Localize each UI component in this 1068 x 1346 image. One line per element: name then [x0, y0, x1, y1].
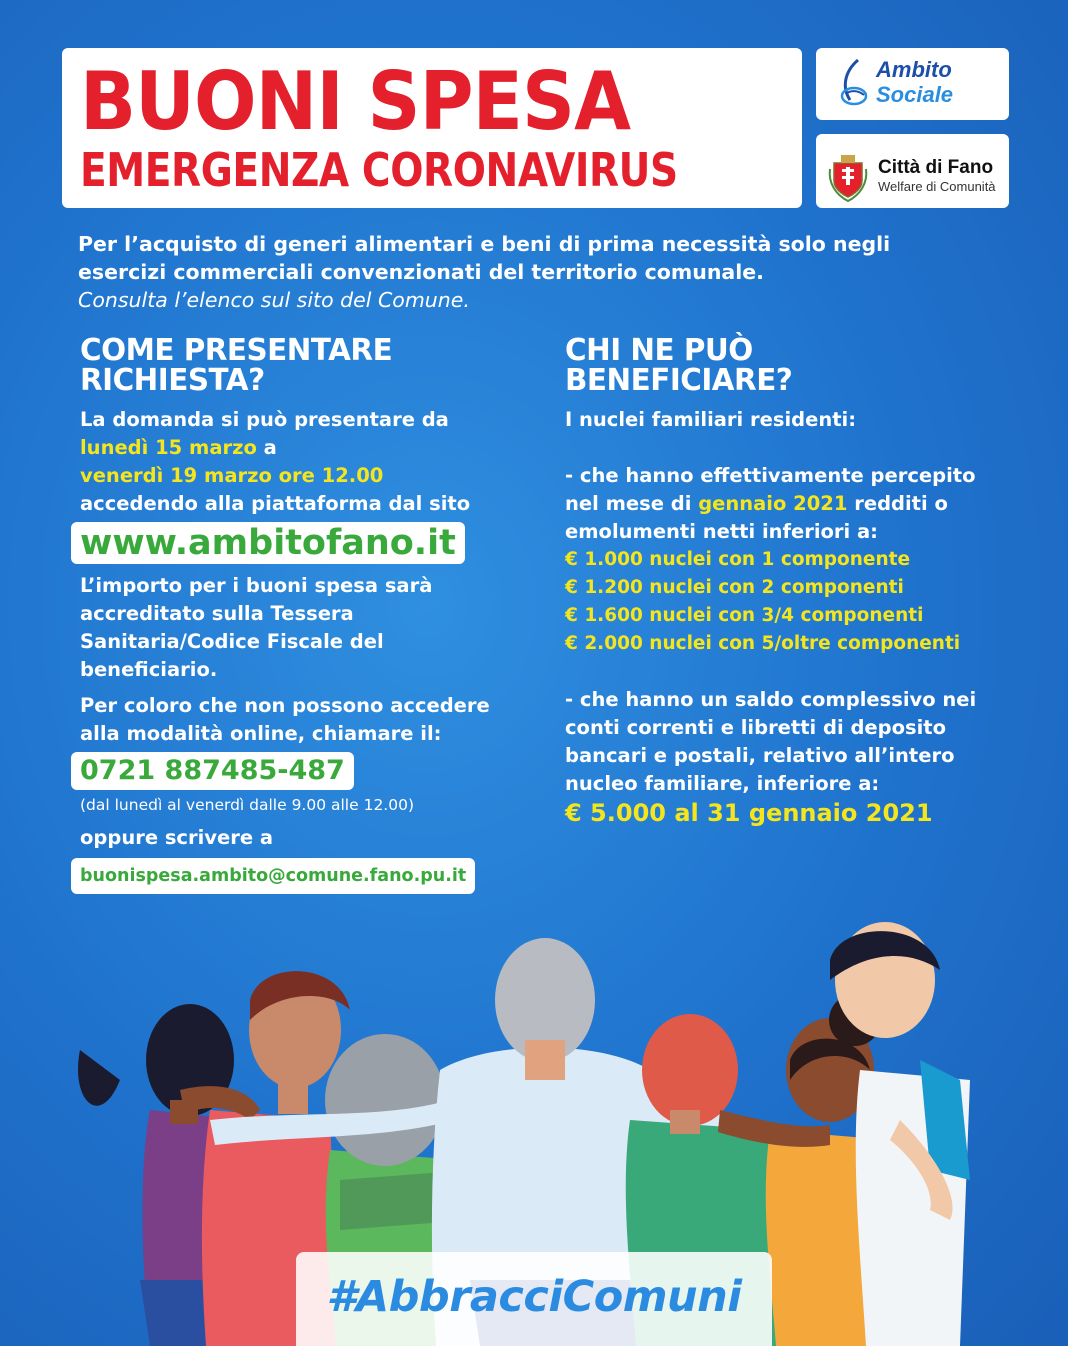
how-to-apply-section: [80, 333, 540, 894]
heading-line: COME PRESENTARE: [80, 333, 393, 368]
criterion-line: - che hanno un saldo complessivo nei: [565, 688, 977, 711]
hands-icon: [838, 58, 874, 110]
criterion-line: conti correnti e libretti di deposito: [565, 716, 947, 739]
intro-text: [78, 230, 978, 314]
phone-number[interactable]: 0721 887485-487: [71, 752, 354, 790]
criterion-line: - che hanno effettivamente percepito: [565, 464, 976, 487]
email-intro: oppure scrivere a: [80, 826, 274, 849]
citta-di-fano-logo: [816, 134, 1009, 208]
amount-info: [80, 572, 540, 684]
reference-month: gennaio 2021: [698, 492, 848, 515]
heading-line: BENEFICIARE?: [565, 363, 793, 398]
page-subtitle: EMERGENZA CORONAVIRUS: [80, 143, 678, 197]
threshold-item: € 1.000 nuclei con 1 componente: [565, 549, 911, 570]
date-range-start: [80, 434, 540, 462]
office-hours: (dal lunedì al venerdì dalle 9.00 alle 12.00): [80, 796, 414, 814]
intro-line: esercizi commerciali convenzionati del territorio comunale.: [78, 260, 764, 284]
fano-subtitle: Welfare di Comunità: [878, 179, 996, 194]
intro-note: Consulta l’elenco sul sito del Comune.: [78, 288, 470, 312]
coat-of-arms-icon: [826, 149, 870, 203]
threshold-item: € 2.000 nuclei con 5/oltre componenti: [565, 633, 961, 654]
ambito-sociale-logo: [816, 48, 1009, 120]
sociale-label: Sociale: [876, 82, 954, 107]
savings-criterion: [565, 686, 1035, 798]
offline-info: [80, 692, 540, 748]
intro-line: Per l’acquisto di generi alimentari e beni di prima necessità solo negli: [78, 232, 891, 256]
threshold-item: € 1.200 nuclei con 2 componenti: [565, 577, 904, 598]
threshold-item: € 1.600 nuclei con 3/4 componenti: [565, 605, 924, 626]
section-heading: [80, 333, 531, 398]
criterion-text: nel mese di: [565, 492, 692, 515]
start-date: lunedì 15 marzo: [80, 436, 257, 459]
amount-line: L’importo per i buoni spesa sarà: [80, 574, 433, 597]
apply-text: La domanda si può presentare da: [80, 408, 449, 431]
eligibility-intro: I nuclei familiari residenti:: [565, 408, 857, 431]
end-date: venerdì 19 marzo ore 12.00: [80, 464, 384, 487]
amount-line: accreditato sulla Tessera: [80, 602, 354, 625]
amount-line: Sanitaria/Codice Fiscale del: [80, 630, 384, 653]
eligibility-section: [565, 333, 1035, 828]
savings-threshold: € 5.000 al 31 gennaio 2021: [565, 799, 933, 827]
ambito-label: Ambito: [876, 57, 952, 82]
heading-line: CHI NE PUÒ: [565, 333, 753, 368]
criterion-line: bancari e postali, relativo all’intero: [565, 744, 955, 767]
page-title: BUONI SPESA: [80, 55, 631, 148]
title-box: [62, 48, 802, 208]
email-link[interactable]: buonispesa.ambito@comune.fano.pu.it: [71, 858, 475, 894]
criterion-line: nucleo familiare, inferiore a:: [565, 772, 880, 795]
income-criterion: [565, 462, 1035, 546]
amount-line: beneficiario.: [80, 658, 218, 681]
offline-line: alla modalità online, chiamare il:: [80, 722, 442, 745]
section-heading: [565, 333, 1026, 398]
date-connector: a: [263, 436, 277, 459]
criterion-line: emolumenti netti inferiori a:: [565, 520, 878, 543]
criterion-text: redditi o: [854, 492, 948, 515]
hashtag-banner: #AbbracciComuni: [296, 1252, 772, 1346]
threshold-list: [565, 546, 1035, 658]
platform-text: accedendo alla piattaforma dal sito: [80, 492, 471, 515]
heading-line: RICHIESTA?: [80, 363, 265, 398]
fano-name: Città di Fano: [878, 157, 994, 178]
website-link[interactable]: www.ambitofano.it: [71, 522, 465, 564]
criterion-line: [565, 490, 1035, 518]
offline-line: Per coloro che non possono accedere: [80, 694, 490, 717]
